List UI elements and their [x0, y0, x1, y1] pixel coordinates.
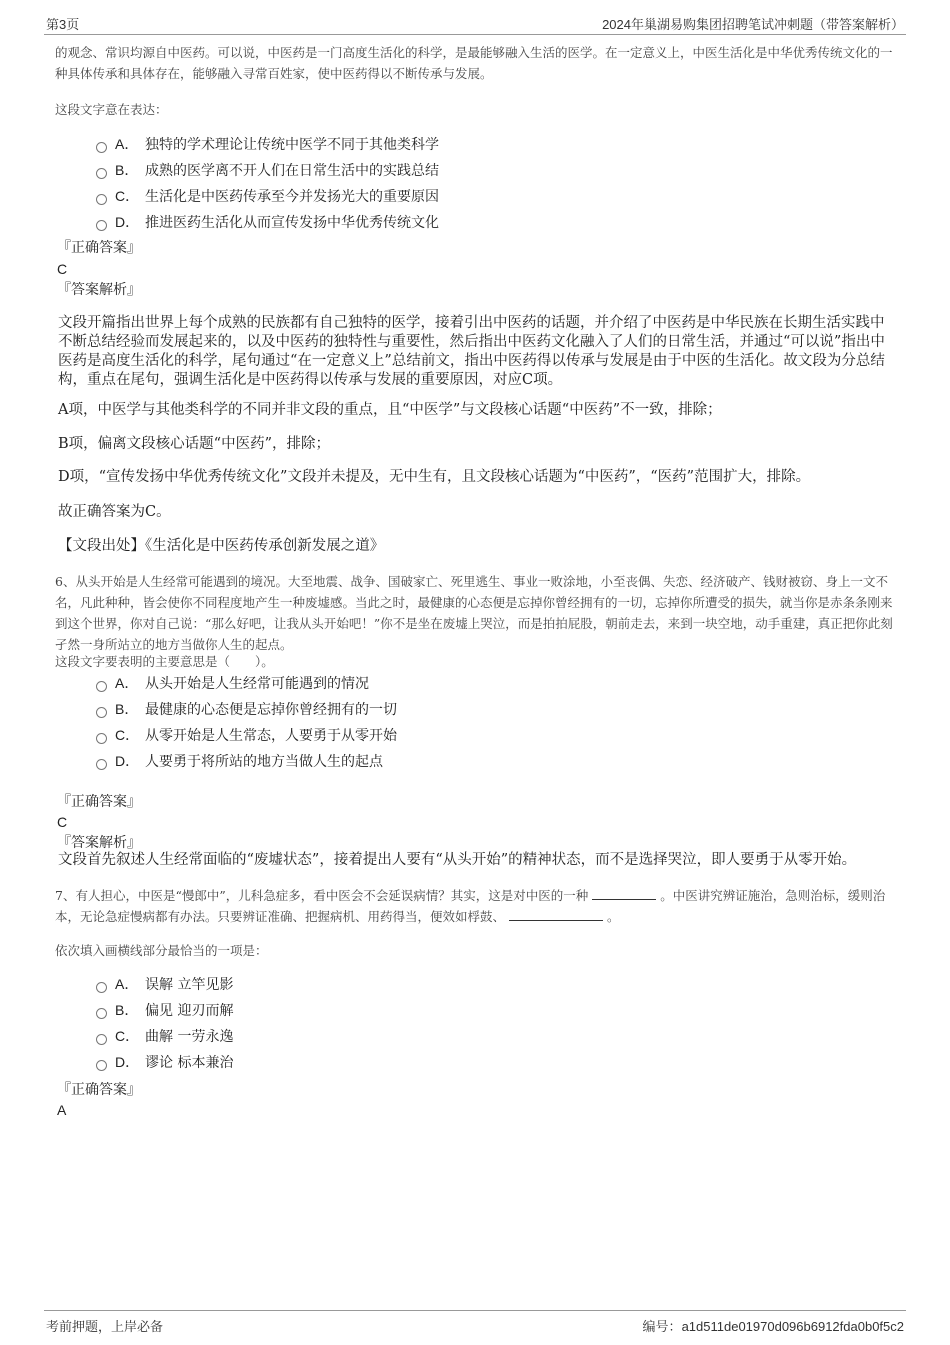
q6-option-d[interactable]: D． 人要勇于将所站的地方当做人生的起点 [96, 751, 383, 772]
page-number: 第3页 [46, 17, 80, 32]
page-footer [44, 1310, 906, 1335]
document-code: 编号：a1d511de01970d096b6912fda0b0f5c2 [642, 1319, 904, 1334]
footer-slogan: 考前押题，上岸必备 [46, 1320, 164, 1335]
radio-icon[interactable] [96, 168, 107, 179]
q5-option-b[interactable]: B． 成熟的医学离不开人们在日常生活中的实践总结 [96, 160, 439, 181]
q7-answer: A [57, 1102, 67, 1118]
q7-blank-2 [509, 908, 603, 921]
q5-analysis-main: 文段开篇指出世界上每个成熟的民族都有自己独特的医学，接着引出中医药的话题，并介绍了中医药是中华民族在长期生活实践中不断总结经验而发展起来的，以及中医药的独特性与重要性，然后指出中医药文化融入了人们的日常生活，并通过“可以说”指出中医药是高度生活化的科学，尾句通过“在一定意义上”总结前文，指出中医药得以传承与发展是由于中医的生活化。故文段为分总结构，重点在尾句，强调生活化是中医药得以传承与发展的重要原因，对应C项。 [58, 315, 885, 388]
radio-icon[interactable] [96, 1008, 107, 1019]
q6-analysis-label: 『答案解析』 [57, 835, 141, 851]
q7-blank-1 [592, 887, 656, 900]
radio-icon[interactable] [96, 759, 107, 770]
q7-option-b[interactable]: B． 偏见 迎刃而解 [96, 1000, 233, 1021]
q5-analysis-d: D项，“宣传发扬中华优秀传统文化”文段并未提及，无中生有，且文段核心话题为“中医药”，“医药”范围扩大，排除。 [58, 469, 811, 485]
q6-option-b[interactable]: B． 最健康的心态便是忘掉你曾经拥有的一切 [96, 699, 397, 720]
q5-option-a[interactable]: A． 独特的学术理论让传统中医学不同于其他类科学 [96, 134, 439, 155]
q7-answer-label: 『正确答案』 [57, 1082, 141, 1098]
q6-option-c[interactable]: C． 从零开始是人生常态，人要勇于从零开始 [96, 725, 397, 746]
radio-icon[interactable] [96, 982, 107, 993]
q7-option-c[interactable]: C． 曲解 一劳永逸 [96, 1026, 233, 1047]
radio-icon[interactable] [96, 1034, 107, 1045]
q6-answer: C [57, 814, 68, 830]
q6-option-a[interactable]: A． 从头开始是人生经常可能遇到的情况 [96, 673, 369, 694]
q5-option-d[interactable]: D． 推进医药生活化从而宣传发扬中华优秀传统文化 [96, 212, 439, 233]
q5-analysis-b: B项，偏离文段核心话题“中医药”，排除； [58, 436, 330, 452]
radio-icon[interactable] [96, 1060, 107, 1071]
radio-icon[interactable] [96, 194, 107, 205]
q7-option-d[interactable]: D． 谬论 标本兼治 [96, 1052, 233, 1073]
page-header [44, 12, 906, 35]
q5-option-c[interactable]: C． 生活化是中医药传承至今并发扬光大的重要原因 [96, 186, 439, 207]
radio-icon[interactable] [96, 142, 107, 153]
q6-analysis: 文段首先叙述人生经常面临的“废墟状态”，接着提出人要有“从头开始”的精神状态，而不是选择哭泣，即人要勇于从零开始。 [58, 852, 857, 868]
q7-option-a[interactable]: A． 误解 立竿见影 [96, 974, 233, 995]
q5-answer: C [57, 261, 68, 277]
q5-passage: 的观念、常识均源自中医药。可以说，中医药是一门高度生活化的科学，是最能够融入生活的医学。在一定意义上，中医生活化是中华优秀传统文化的一种具体传承和具体存在，能够融入寻常百姓家，使中医药得以不断传承与发展。 [55, 45, 893, 81]
radio-icon[interactable] [96, 707, 107, 718]
radio-icon[interactable] [96, 733, 107, 744]
radio-icon[interactable] [96, 681, 107, 692]
q5-question: 这段文字意在表达： [55, 102, 168, 117]
q7-question: 依次填入画横线部分最恰当的一项是： [55, 943, 268, 958]
q5-answer-label: 『正确答案』 [57, 240, 141, 256]
q5-analysis-label: 『答案解析』 [57, 282, 141, 298]
document-title: 2024年巢湖易购集团招聘笔试冲刺题（带答案解析） [602, 17, 904, 32]
q5-analysis-conclusion: 故正确答案为C。 [58, 504, 171, 520]
q6-answer-label: 『正确答案』 [57, 794, 141, 810]
radio-icon[interactable] [96, 220, 107, 231]
q5-analysis-a: A项，中医学与其他类科学的不同并非文段的重点，且“中医学”与文段核心话题“中医药”不一致，排除； [58, 402, 722, 418]
q6-question: 这段文字要表明的主要意思是（ ）。 [55, 654, 274, 669]
q7-passage: 7、有人担心，中医是“慢郎中”，儿科急症多，看中医会不会延误病情？其实，这是对中医的一种 。中医讲究辨证施治，急则治标，缓则治本，无论急症慢病都有办法。只要辨证准确、把握病机、用药得当，便效如桴鼓、 。 [55, 888, 886, 924]
q6-passage: 6、从头开始是人生经常可能遇到的境况。大至地震、战争、国破家亡、死里逃生、事业一败涂地，小至丧偶、失恋、经济破产、钱财被窃、身上一文不名，凡此种种，皆会使你不同程度地产生一种废墟感。当此之时，最健康的心态便是忘掉你曾经拥有的一切，忘掉你所遭受的损失，就当你是赤条条刚来到这个世界，你对自己说：“那么好吧，让我从头开始吧！”你不是坐在废墟上哭泣，而是拍拍屁股，朝前走去，来到一块空地，动手重建，真正把你此刻孑然一身所站立的地方当做你人生的起点。 [55, 574, 893, 652]
q5-source: 【文段出处】《生活化是中医药传承创新发展之道》 [58, 538, 385, 554]
